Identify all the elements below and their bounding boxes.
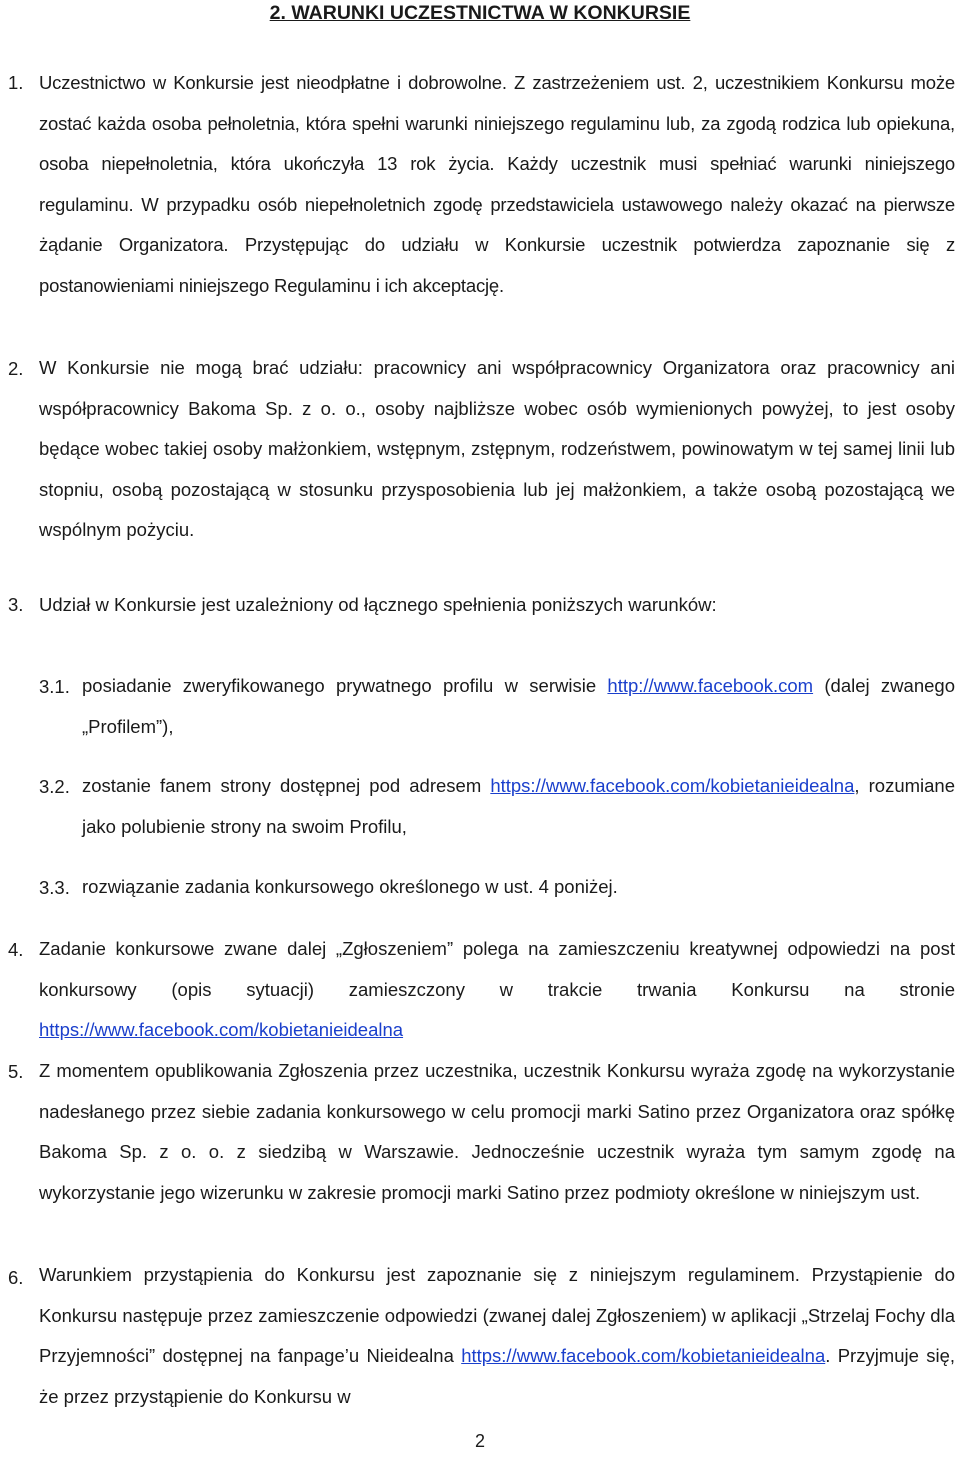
item-3-2-text-after: , rozumiane jako polubienie strony na swoim Profilu, xyxy=(82,775,955,837)
page-number: 2 xyxy=(474,1431,485,1451)
item-3-1 xyxy=(82,666,955,747)
item-3-2-text-before: zostanie fanem strony dostępnej pod adresem xyxy=(82,775,491,796)
paragraph-2-number: 2. xyxy=(8,358,24,379)
section-heading xyxy=(0,0,960,26)
facebook-link[interactable]: http://www.facebook.com xyxy=(607,675,814,696)
paragraph-1-text-c: W przypadku osób niepełnoletnich zgodę przedstawiciela ustawowego należy okazać na pierwsze żądanie Organizatora. xyxy=(39,193,955,255)
paragraph-1-text-a: Uczestnictwo w Konkursie jest nieodpłatne i dobrowolne. Z zastrzeżeniem ust. 2, uczestnikiem Konkursu może zostać każda osoba pełnoletnia, która spełni warunki niniejszego regulaminu lub, za zgodą rodzica lub opiekuna, osoba niepełnoletnia, która ukończyła 13 rok życia. xyxy=(39,72,955,174)
paragraph-6-number: 6. xyxy=(8,1267,24,1288)
paragraph-4-number: 4. xyxy=(8,939,24,960)
item-3-1-text-before: posiadanie zweryfikowanego prywatnego profilu w serwisie xyxy=(82,675,608,696)
item-3-2 xyxy=(82,766,955,847)
item-3-1-number: 3.1. xyxy=(39,676,70,697)
section-heading-text: 2. WARUNKI UCZESTNICTWA W KONKURSIE xyxy=(269,2,691,24)
paragraph-2: W Konkursie nie mogą brać udziału: pracownicy ani współpracownicy Organizatora oraz pracownicy ani współpracownicy Bakoma Sp. z o. o., osoby najbliższe wobec osób wymienionych powyżej, to jest osoby będące wobec takiej osoby małżonkiem, wstępnym, zstępnym, rodzeństwem, powinowatym w tej samej linii lub stopniu, osobą pozostającą w stosunku przysposobienia lub jej małżonkiem, a także osobą pozostającą we wspólnym pożyciu. xyxy=(39,357,955,540)
paragraph-5: Z momentem opublikowania Zgłoszenia przez uczestnika, uczestnik Konkursu wyraża zgodę na wykorzystanie nadesłanego przez siebie zadania konkursowego w celu promocji marki Satino przez Organizatora oraz spółkę Bakoma Sp. z o. o. z siedzibą w Warszawie. Jednocześnie uczestnik wyraża tym samym zgodę na wykorzystanie jego wizerunku w zakresie promocji marki Satino przez podmioty określone w niniejszym ust. xyxy=(39,1060,955,1203)
paragraph-6-text-before: Warunkiem przystąpienia do Konkursu jest zapoznanie się z niniejszym regulaminem. Przystąpienie do Konkursu następuje przez zamieszczenie odpowiedzi (zwanej dalej Zgłoszeniem) w aplikacji „Strzelaj Fochy dla Przyjemności” dostępnej na fanpage’u Nieidealna xyxy=(39,1264,955,1366)
fanpage-link[interactable]: https://www.facebook.com/kobietanieidealna xyxy=(490,775,855,796)
paragraph-1-text-b: Każdy uczestnik musi spełniać warunki niniejszego regulaminu. xyxy=(39,153,956,215)
item-3-1-text-after: (dalej zwanego „Profilem”), xyxy=(82,675,955,737)
item-3-3: rozwiązanie zadania konkursowego określonego w ust. 4 poniżej. xyxy=(82,876,618,897)
item-3-2-number: 3.2. xyxy=(39,776,70,797)
paragraph-3: Udział w Konkursie jest uzależniony od łącznego spełnienia poniższych warunków: xyxy=(39,594,717,615)
paragraph-1 xyxy=(39,63,955,306)
fanpage-link[interactable]: https://www.facebook.com/kobietanieidealna xyxy=(39,1019,404,1040)
paragraph-4-text: Zadanie konkursowe zwane dalej „Zgłoszeniem” polega na zamieszczeniu kreatywnej odpowiedzi na post konkursowy (opis sytuacji) zamieszczony w trakcie trwania Konkursu na stronie xyxy=(39,938,955,1000)
paragraph-5-number: 5. xyxy=(8,1061,24,1082)
fanpage-link[interactable]: https://www.facebook.com/kobietanieidealna xyxy=(461,1345,826,1366)
paragraph-1-number: 1. xyxy=(8,72,24,93)
paragraph-6 xyxy=(39,1255,955,1417)
paragraph-6-text-after: . Przyjmuje się, że przez przystąpienie do Konkursu w xyxy=(39,1345,955,1407)
item-3-3-number: 3.3. xyxy=(39,877,70,898)
paragraph-3-number: 3. xyxy=(8,594,24,615)
paragraph-4 xyxy=(39,929,955,1051)
paragraph-1-text-d: Przystępując do udziału w Konkursie uczestnik potwierdza zapoznanie się z postanowieniami niniejszego Regulaminu i ich akceptację. xyxy=(39,234,955,296)
